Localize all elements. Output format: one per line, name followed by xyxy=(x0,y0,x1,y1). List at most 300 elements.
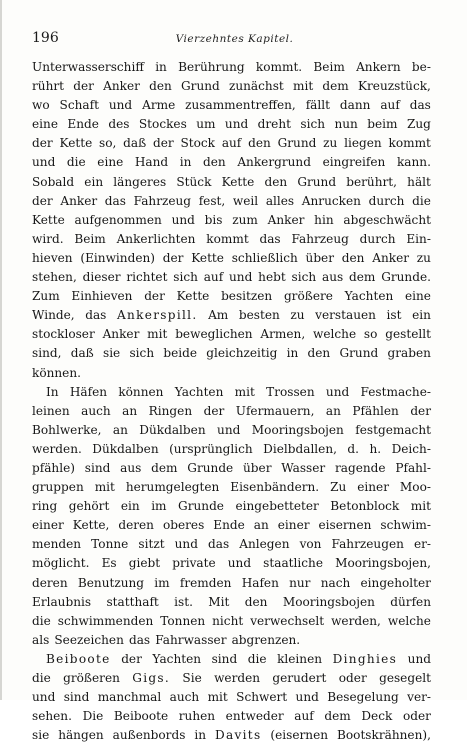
word: Kette xyxy=(32,212,65,227)
word: eingeholter xyxy=(360,575,431,590)
word: hebt xyxy=(258,270,286,285)
word: (ursprünglich xyxy=(169,441,253,456)
word: als xyxy=(32,632,50,647)
word: zusammentreffen, xyxy=(185,98,296,113)
word: Beim xyxy=(74,231,106,246)
word: gesegelt xyxy=(379,671,431,685)
word: auf xyxy=(221,136,242,151)
word: statthaft xyxy=(106,594,159,609)
text-line xyxy=(32,726,431,745)
word: mit xyxy=(207,690,228,705)
word: zum xyxy=(232,212,258,227)
word: Anker xyxy=(102,327,140,342)
word: fest, xyxy=(198,193,226,208)
text-line xyxy=(32,325,431,344)
word: die xyxy=(32,613,51,628)
word: eine xyxy=(32,117,58,132)
word: einer xyxy=(357,480,389,495)
word: entweder xyxy=(225,709,284,724)
text-line xyxy=(32,421,431,440)
word: über xyxy=(243,460,272,475)
word: sich xyxy=(129,346,155,361)
word: auch xyxy=(81,403,111,418)
word: der xyxy=(32,193,53,208)
word: und xyxy=(325,384,350,399)
word: der xyxy=(203,403,225,418)
word: gleichzeitig xyxy=(206,346,278,361)
word: ist xyxy=(386,308,402,323)
word: stockloser xyxy=(32,327,95,342)
text-line xyxy=(32,535,431,554)
word: gestellt xyxy=(385,327,431,342)
word: größeren xyxy=(63,671,120,685)
word: Anker xyxy=(372,250,410,265)
word: durch xyxy=(368,193,405,208)
word: verstauen xyxy=(315,308,376,323)
word: welche xyxy=(387,613,431,628)
word: die xyxy=(66,155,86,170)
word: graben xyxy=(387,346,431,361)
word: die xyxy=(247,651,267,666)
word: der xyxy=(73,79,94,94)
word: Ufermauern, xyxy=(235,403,315,418)
word: zu xyxy=(323,136,338,151)
word: der xyxy=(153,136,174,151)
word: längeres xyxy=(113,174,167,189)
word: Beiboote xyxy=(46,651,111,666)
word: berührt, xyxy=(346,174,397,189)
word: wo xyxy=(32,98,50,113)
text-line xyxy=(32,364,431,383)
word: deren xyxy=(118,518,154,533)
text-line xyxy=(32,669,431,688)
word: Die xyxy=(82,709,104,724)
word: aus xyxy=(321,270,344,285)
text-line xyxy=(32,230,431,249)
word: (Einwinden) xyxy=(80,250,155,265)
word: in xyxy=(155,60,167,74)
word: deren xyxy=(32,575,68,590)
word: und xyxy=(108,98,133,113)
word: an xyxy=(122,403,138,418)
word: bis xyxy=(204,212,223,227)
word: daß xyxy=(70,346,94,361)
word: Wasser xyxy=(281,460,326,475)
running-title: Vierzehntes Kapitel. xyxy=(175,33,294,45)
text-line xyxy=(32,77,431,96)
word: des xyxy=(108,117,130,132)
text-line xyxy=(32,554,431,573)
word: auch xyxy=(169,690,200,705)
word: hängen xyxy=(58,728,104,743)
word: an xyxy=(253,518,269,533)
word: Ankern xyxy=(356,60,401,74)
word: oder xyxy=(338,671,367,685)
word: sich xyxy=(173,270,198,285)
text-line xyxy=(32,268,431,287)
word: ruhen xyxy=(178,709,216,724)
word: Pfählen xyxy=(352,403,399,418)
word: Betonblock xyxy=(330,499,400,514)
word: über xyxy=(305,250,334,265)
word: größere xyxy=(283,289,333,304)
word: Anker xyxy=(60,193,98,208)
word: Yachten xyxy=(344,289,394,304)
word: alles xyxy=(265,193,295,208)
word: den xyxy=(248,136,271,151)
text-line xyxy=(32,574,431,593)
word: und xyxy=(174,537,198,552)
word: oberes xyxy=(162,518,205,533)
text-line xyxy=(32,497,431,516)
word: der xyxy=(410,403,431,418)
text-line xyxy=(32,707,431,726)
word: und xyxy=(295,690,319,705)
word: sind xyxy=(84,460,111,475)
word: zu xyxy=(416,250,431,265)
word: können. xyxy=(32,365,81,380)
word: dem xyxy=(324,709,351,724)
word: so xyxy=(363,327,378,342)
text-line xyxy=(32,287,431,306)
word: und xyxy=(224,117,249,132)
text-line xyxy=(32,516,431,535)
word: Bootskrähnen), xyxy=(337,728,431,743)
word: in xyxy=(179,155,192,170)
word: nach xyxy=(320,575,351,590)
word: kommt. xyxy=(255,60,303,74)
word: das xyxy=(85,308,107,323)
word: hieven xyxy=(32,250,73,265)
body-text xyxy=(32,58,431,745)
word: mit xyxy=(410,499,431,514)
word: staatliche xyxy=(263,556,323,571)
word: ver- xyxy=(407,690,431,705)
text-line xyxy=(32,249,431,268)
word: daß xyxy=(123,136,147,151)
text-line xyxy=(32,115,431,134)
word: Zum xyxy=(32,289,60,304)
word: Anlegen xyxy=(239,537,290,552)
word: Kette xyxy=(59,136,93,151)
word: das xyxy=(128,632,151,647)
word: Kreuzstück, xyxy=(357,79,431,94)
word: einer xyxy=(32,518,64,533)
word: eingreifen xyxy=(322,155,386,170)
word: eine xyxy=(404,289,431,304)
word: Mooringsbojen, xyxy=(335,556,431,571)
word: Schaft xyxy=(59,98,99,113)
word: private xyxy=(172,556,216,571)
text-line xyxy=(32,478,431,497)
word: sie xyxy=(32,728,50,743)
word: Davits xyxy=(214,728,262,743)
word: Grunde xyxy=(178,499,224,514)
word: im xyxy=(151,499,167,514)
word: nicht xyxy=(212,613,244,628)
word: Anker xyxy=(103,79,140,94)
word: beide xyxy=(163,346,198,361)
word: Ende xyxy=(213,518,245,533)
word: zunächst xyxy=(228,79,284,94)
word: und xyxy=(217,422,241,437)
word: Besegelung xyxy=(327,690,399,705)
word: welche xyxy=(313,327,357,342)
word: Sie xyxy=(182,671,202,685)
word: werden. xyxy=(32,441,82,456)
word: Ankerspill. xyxy=(116,308,198,323)
word: dem xyxy=(349,270,376,285)
word: möglicht. xyxy=(32,556,90,571)
word: dreht xyxy=(257,117,291,132)
word: abgrenzen. xyxy=(231,632,301,647)
word: Festmache- xyxy=(360,384,431,399)
word: das xyxy=(259,231,281,246)
word: den xyxy=(264,174,288,189)
word: kommt xyxy=(388,136,431,151)
word: mit xyxy=(234,384,255,399)
word: Hafen xyxy=(241,575,279,590)
word: auf xyxy=(203,270,224,285)
word: Eisenbändern. xyxy=(230,480,320,495)
text-line xyxy=(32,459,431,478)
word: Anker xyxy=(267,212,305,227)
word: ein xyxy=(120,499,140,514)
word: Armen, xyxy=(260,327,306,342)
word: eine xyxy=(97,155,124,170)
text-line xyxy=(32,211,431,230)
word: aus xyxy=(120,460,142,475)
word: Beiboote xyxy=(113,709,169,724)
word: Ringen xyxy=(148,403,193,418)
word: gruppen xyxy=(32,480,84,495)
word: ist. xyxy=(174,594,193,609)
word: schließlich xyxy=(231,250,298,265)
word: sich xyxy=(291,270,317,285)
word: schwim- xyxy=(380,518,431,533)
text-line xyxy=(32,688,431,707)
word: kommt xyxy=(206,231,249,246)
word: das xyxy=(409,98,431,113)
word: Tonne xyxy=(91,537,129,552)
word: Dinghies xyxy=(332,651,398,666)
word: er- xyxy=(413,537,431,552)
word: wird. xyxy=(32,231,64,246)
word: Stück xyxy=(176,174,212,189)
word: Gigs. xyxy=(132,671,171,685)
word: Hand xyxy=(134,155,169,170)
word: an xyxy=(325,403,341,418)
text-line xyxy=(32,612,431,631)
text-line xyxy=(32,192,431,211)
word: be- xyxy=(411,60,431,74)
word: so, xyxy=(99,136,117,151)
word: den xyxy=(149,79,172,94)
word: der xyxy=(144,289,165,304)
word: und xyxy=(171,212,195,227)
word: Kette xyxy=(176,289,210,304)
word: dann xyxy=(339,98,371,113)
word: Deich- xyxy=(391,441,431,456)
word: werden xyxy=(214,671,261,685)
word: fremden xyxy=(179,575,232,590)
word: Moo- xyxy=(399,480,431,495)
word: und xyxy=(407,651,431,666)
word: Am xyxy=(208,308,229,323)
word: Sobald xyxy=(32,174,75,189)
word: d. xyxy=(347,441,360,456)
word: zu xyxy=(290,308,305,323)
word: sind xyxy=(211,651,238,666)
word: um xyxy=(196,117,216,132)
word: und xyxy=(32,690,56,705)
word: eingebetteter xyxy=(235,499,319,514)
word: Grund xyxy=(277,136,317,151)
text-line xyxy=(32,306,431,325)
word: sind xyxy=(63,690,90,705)
word: Dielbdallen, xyxy=(263,441,337,456)
word: Dükdalben xyxy=(92,441,159,456)
word: Stock xyxy=(180,136,216,151)
word: sich xyxy=(300,117,326,132)
word: giebt xyxy=(128,556,161,571)
text-line xyxy=(32,402,431,421)
word: der xyxy=(121,651,142,666)
word: sie xyxy=(102,346,121,361)
word: Mooringsbojen xyxy=(282,594,375,609)
word: besten xyxy=(238,308,280,323)
word: schwimmenden xyxy=(57,613,154,628)
word: manchmal xyxy=(97,690,162,705)
word: (eisernen xyxy=(270,728,329,743)
word: außenbords xyxy=(112,728,186,743)
word: auf xyxy=(294,709,314,724)
text-line xyxy=(32,383,431,402)
word: Fahrzeugen xyxy=(331,537,404,552)
word: Erlaubnis xyxy=(32,594,92,609)
word: festgemacht xyxy=(355,422,431,437)
text-line xyxy=(32,344,431,363)
word: kann. xyxy=(396,155,431,170)
word: leinen xyxy=(32,403,70,418)
word: das xyxy=(208,537,230,552)
word: nun xyxy=(334,117,358,132)
word: und xyxy=(229,270,253,285)
page-number: 196 xyxy=(32,30,59,46)
word: ein xyxy=(412,308,431,323)
word: Dükdalben xyxy=(139,422,206,437)
word: abgeschwächt xyxy=(343,212,431,227)
word: mit xyxy=(94,480,115,495)
word: aufgenommen xyxy=(74,212,162,227)
word: Ankergrund xyxy=(237,155,311,170)
word: Berührung xyxy=(178,60,245,74)
word: Kette xyxy=(191,250,224,265)
word: der xyxy=(162,250,184,265)
word: mit xyxy=(147,327,168,342)
word: durch xyxy=(359,231,396,246)
word: Yachten xyxy=(174,384,224,399)
word: verwechselt xyxy=(250,613,325,628)
word: Grund xyxy=(181,79,220,94)
word: Beim xyxy=(313,60,345,74)
word: eisernen xyxy=(318,518,372,533)
word: Benutzung xyxy=(77,575,145,590)
word: Tonnen xyxy=(160,613,206,628)
word: Schwert xyxy=(236,690,288,705)
word: die xyxy=(412,193,431,208)
word: fällt xyxy=(305,98,330,113)
word: ring xyxy=(32,499,58,514)
word: von xyxy=(299,537,322,552)
text-line xyxy=(32,631,431,650)
word: an xyxy=(112,422,128,437)
word: auf xyxy=(380,98,400,113)
word: Bohlwerke, xyxy=(32,422,102,437)
word: Zu xyxy=(330,480,347,495)
word: und xyxy=(227,556,252,571)
word: gehört xyxy=(68,499,110,514)
word: Unterwasserschiff xyxy=(32,60,144,74)
word: in xyxy=(286,346,299,361)
word: den xyxy=(203,155,226,170)
text-line xyxy=(32,593,431,612)
word: Yachten xyxy=(152,651,202,666)
word: Grunde xyxy=(187,460,234,475)
word: menden xyxy=(32,537,82,552)
word: kleinen xyxy=(277,651,323,666)
word: besitzen xyxy=(221,289,273,304)
word: Ankerlichten xyxy=(116,231,196,246)
word: Es xyxy=(101,556,117,571)
word: oder xyxy=(402,709,431,724)
word: Mooringsbojen xyxy=(251,422,344,437)
word: Arme xyxy=(142,98,176,113)
text-line xyxy=(32,58,431,77)
word: den xyxy=(307,346,331,361)
word: Kette, xyxy=(72,518,110,533)
word: den xyxy=(244,594,268,609)
word: Fahrwasser xyxy=(155,632,227,647)
word: h. xyxy=(369,441,382,456)
word: Grund xyxy=(339,346,379,361)
word: liegen xyxy=(344,136,382,151)
word: richtet xyxy=(126,270,168,285)
word: Ein- xyxy=(406,231,431,246)
word: Trossen xyxy=(266,384,315,399)
word: sehen. xyxy=(32,709,72,724)
word: Häfen xyxy=(69,384,108,399)
word: hin xyxy=(314,212,334,227)
word: einer xyxy=(277,518,310,533)
text-line xyxy=(32,153,431,172)
word: Fahrzeug xyxy=(133,193,192,208)
word: sind, xyxy=(32,346,62,361)
text-line xyxy=(32,96,431,115)
word: Anrucken xyxy=(301,193,361,208)
word: den xyxy=(341,250,365,265)
word: Pfahl- xyxy=(395,460,431,475)
word: Ende xyxy=(67,117,99,132)
word: Einhieven xyxy=(71,289,133,304)
word: dürfen xyxy=(390,594,431,609)
word: das xyxy=(104,193,126,208)
word: werden, xyxy=(331,613,381,628)
word: nur xyxy=(289,575,311,590)
word: mit xyxy=(292,79,314,94)
word: hält xyxy=(407,174,431,189)
word: Grunde. xyxy=(381,270,431,285)
